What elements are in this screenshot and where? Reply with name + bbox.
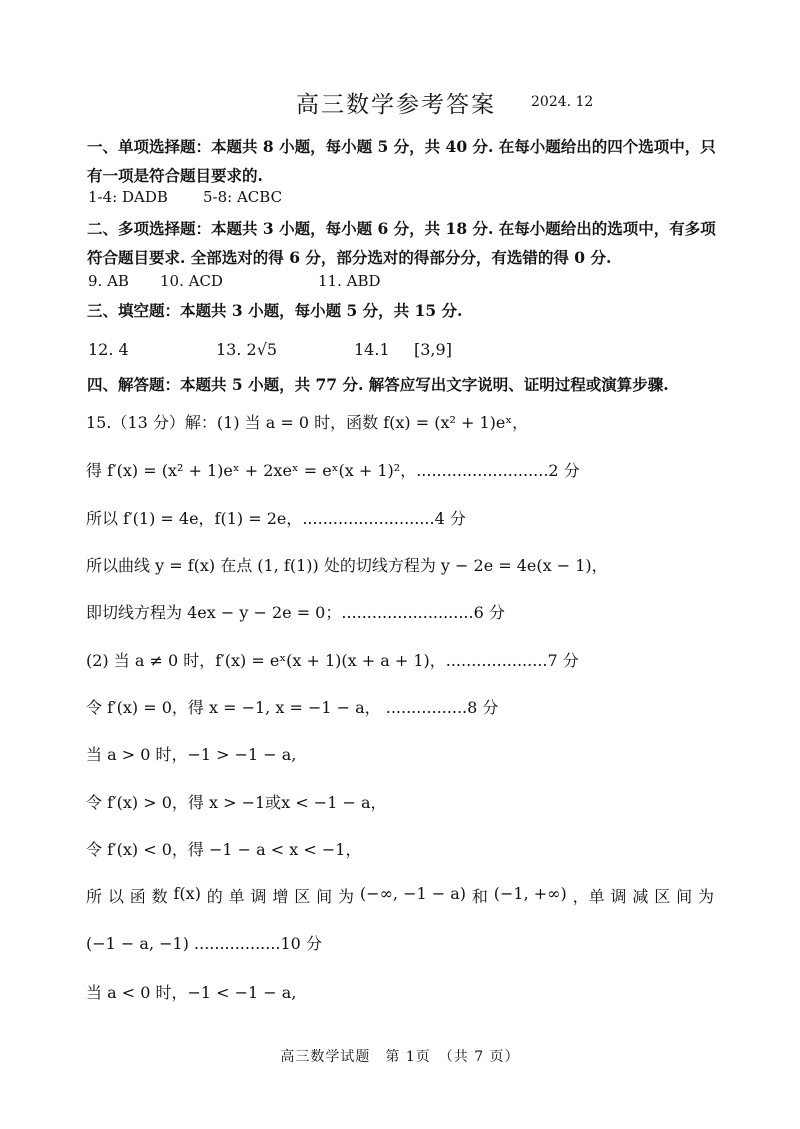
answer-group: 9. AB (88, 272, 129, 290)
answer-group: 5-8: ACBC (203, 188, 283, 206)
solution-justified-line (86, 884, 714, 907)
word: 区 (294, 887, 311, 906)
word: (−1, +∞) (493, 884, 567, 903)
word: (−∞, −1 − a) (359, 884, 467, 903)
word: ，单 (572, 887, 605, 906)
solution-line: (2) 当 a ≠ 0 时，f′(x) = eˣ(x + 1)(x + a + 1)，....................7 分 (86, 651, 579, 670)
word: 为 (338, 887, 355, 906)
word: 数 (151, 887, 168, 906)
word: 调 (610, 887, 627, 906)
solution-line: 令 f′(x) = 0，得 x = −1, x = −1 − a， ................8 分 (86, 698, 499, 717)
word: f(x) (173, 884, 201, 903)
word: 和 (471, 887, 488, 906)
solution-line: 令 f′(x) > 0，得 x > −1或x < −1 − a， (86, 793, 387, 812)
answer-group: [3,9] (414, 340, 452, 359)
word: 的 (206, 887, 223, 906)
answer-group: 13. 2√5 (216, 340, 278, 359)
word: 间 (316, 887, 333, 906)
section-3-heading: 三、填空题：本题共 3 小题，每小题 5 分，共 15 分. (87, 301, 463, 320)
solution-line: 所以曲线 y = f(x) 在点 (1, f(1)) 处的切线方程为 y − 2e = 4e(x − 1)， (86, 556, 608, 575)
section-2-heading: 二、多项选择题：本题共 3 小题，每小题 6 分，共 18 分. 在每小题给出的选项中，有多项符合题目要求. 全部选对的得 6 分，部分选对的得部分分，有选错的得 0 分. (87, 219, 716, 267)
page-title: 高三数学参考答案 (296, 92, 496, 118)
answer-group: 14.1 (354, 340, 390, 359)
solution-line: 得 f′(x) = (x² + 1)eˣ + 2xeˣ = eˣ(x + 1)²，..........................2 分 (86, 461, 580, 480)
section-4-heading: 四、解答题：本题共 5 小题，共 77 分. 解答应写出文字说明、证明过程或演算步骤. (87, 375, 669, 394)
page-footer: 高三数学试题 第 1页 （共 7 页） (280, 1049, 520, 1065)
answer-group: 10. ACD (160, 272, 223, 290)
word: 为 (697, 887, 714, 906)
solution-line: 当 a > 0 时，−1 > −1 − a, (86, 745, 297, 764)
page-date: 2024. 12 (531, 94, 594, 110)
section-1-heading: 一、单项选择题：本题共 8 小题，每小题 5 分，共 40 分. 在每小题给出的四个选项中，只有一项是符合题目要求的. (87, 137, 716, 185)
solution-line: 所以 f′(1) = 4e，f(1) = 2e，..........................4 分 (86, 509, 466, 528)
answer-group: 1-4: DADB (88, 188, 168, 206)
word: 调 (250, 887, 267, 906)
solution-line: (−1 − a, −1) .................10 分 (86, 934, 322, 953)
answer-group: 11. ABD (318, 272, 381, 290)
answer-group: 12. 4 (88, 340, 129, 359)
word: 单 (228, 887, 245, 906)
solution-line: 令 f′(x) < 0，得 −1 − a < x < −1， (86, 840, 362, 859)
word: 函 (129, 887, 146, 906)
solution-line: 15.（13 分）解：(1) 当 a = 0 时，函数 f(x) = (x² + 1)eˣ， (86, 413, 529, 432)
word: 区 (654, 887, 671, 906)
word: 减 (632, 887, 649, 906)
word: 以 (107, 887, 124, 906)
word: 所 (86, 887, 103, 906)
page-header (0, 86, 800, 120)
word: 增 (272, 887, 289, 906)
solution-line: 当 a < 0 时，−1 < −1 − a, (86, 983, 297, 1002)
word: 间 (676, 887, 693, 906)
solution-line: 即切线方程为 4ex − y − 2e = 0；..........................6 分 (86, 603, 505, 622)
